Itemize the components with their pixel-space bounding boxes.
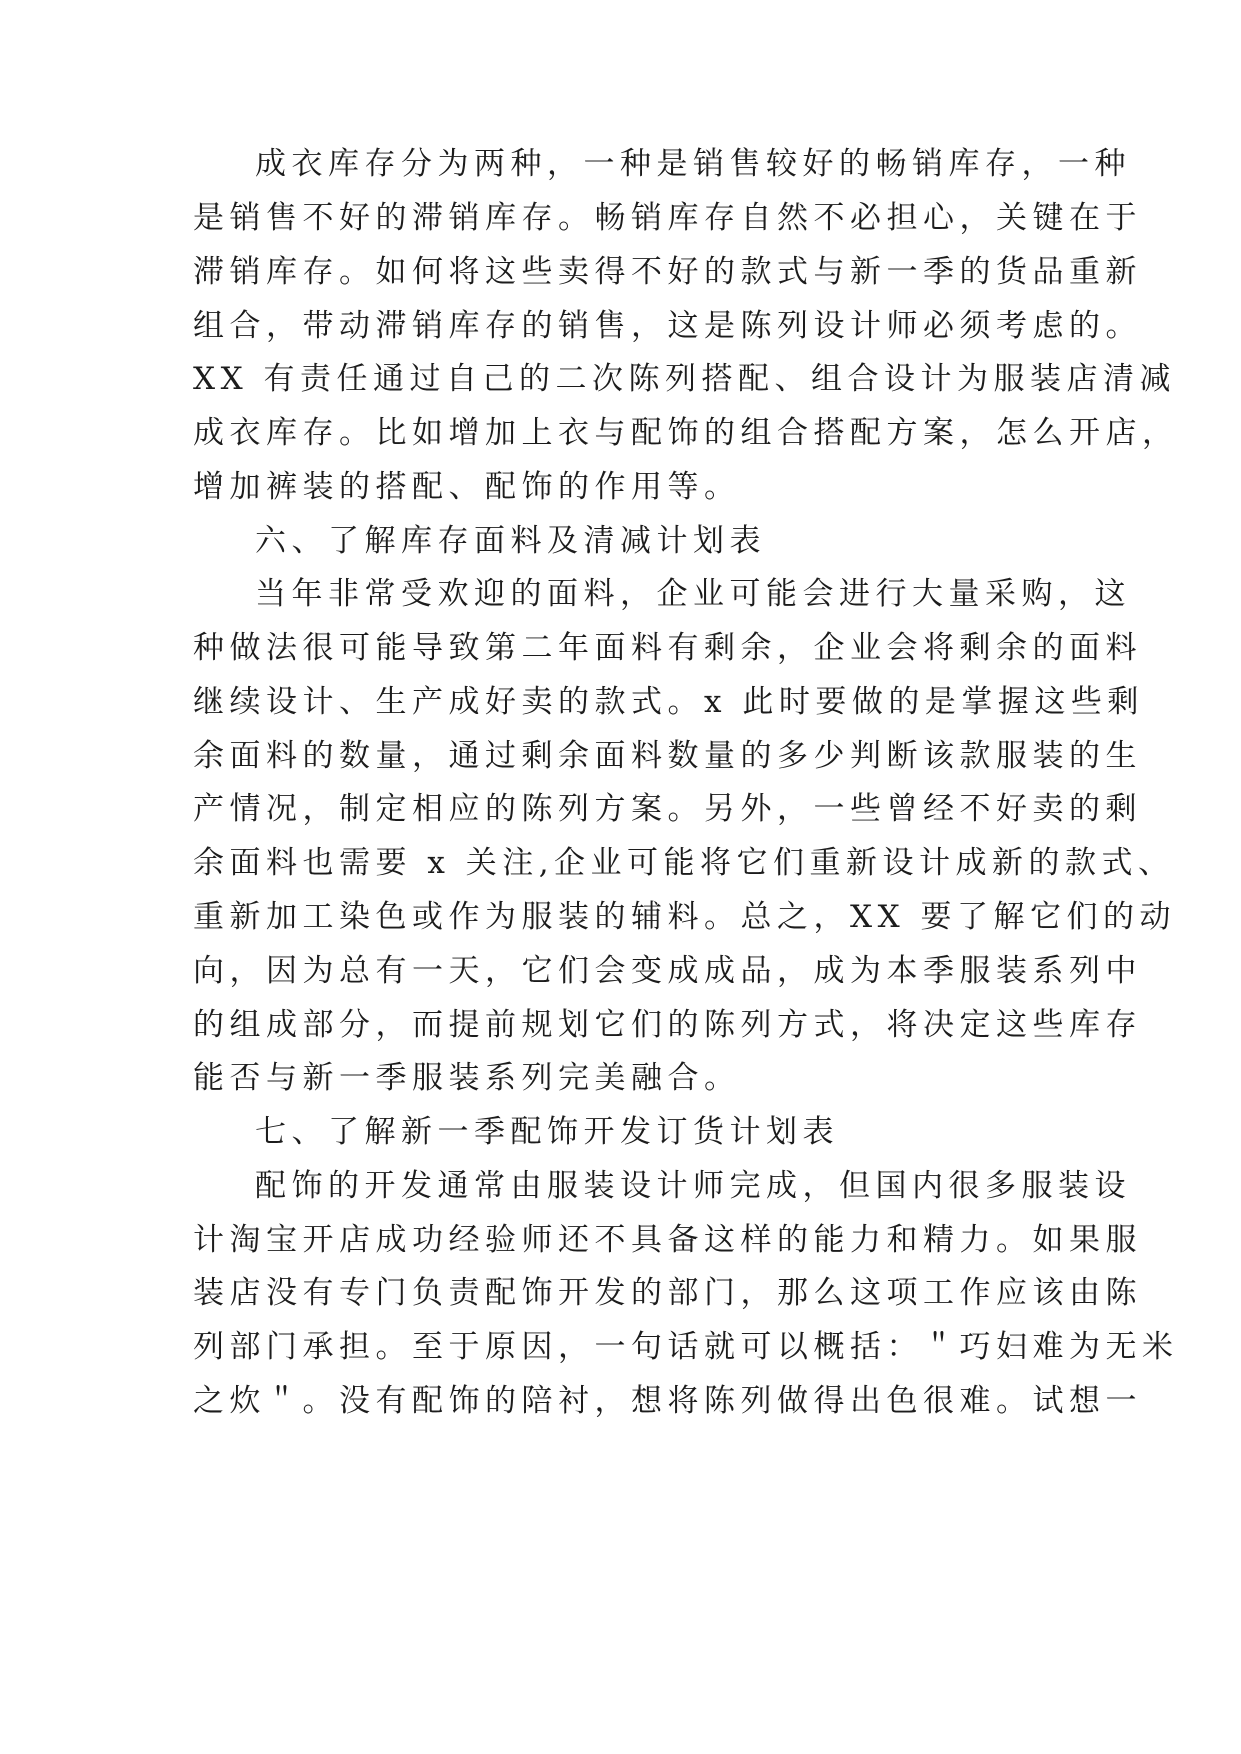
paragraph-line: 种做法很可能导致第二年面料有剩余，企业会将剩余的面料 [193,630,1142,666]
paragraph-line: 滞销库存。如何将这些卖得不好的款式与新一季的货品重新 [193,254,1142,290]
paragraph-line: 继续设计、生产成好卖的款式。x 此时要做的是掌握这些剩 [193,684,1144,720]
section-heading: 七、了解新一季配饰开发订货计划表 [255,1114,839,1150]
paragraph-line: 重新加工染色或作为服装的辅料。总之，XX 要了解它们的动 [193,899,1176,935]
paragraph-line: 能否与新一季服装系列完美融合。 [193,1060,741,1096]
paragraph-line: 向，因为总有一天，它们会变成成品，成为本季服装系列中 [193,953,1142,989]
paragraph-line: 余面料的数量，通过剩余面料数量的多少判断该款服装的生 [193,738,1142,774]
paragraph-line: 配饰的开发通常由服装设计师完成，但国内很多服装设 [255,1168,1131,1204]
paragraph-line: 成衣库存分为两种，一种是销售较好的畅销库存，一种 [255,146,1131,182]
paragraph-line: XX 有责任通过自己的二次陈列搭配、组合设计为服装店清减 [193,361,1176,397]
paragraph-line: 的组成部分，而提前规划它们的陈列方式，将决定这些库存 [193,1007,1142,1043]
paragraph-line: 产情况，制定相应的陈列方案。另外，一些曾经不好卖的剩 [193,791,1142,827]
paragraph-line: 余面料也需要 x 关注,企业可能将它们重新设计成新的款式、 [193,845,1175,881]
paragraph-line: 成衣库存。比如增加上衣与配饰的组合搭配方案，怎么开店， [193,415,1179,451]
paragraph-line: 之炊＂。没有配饰的陪衬，想将陈列做得出色很难。试想一 [193,1383,1142,1419]
paragraph-line: 当年非常受欢迎的面料，企业可能会进行大量采购，这 [255,576,1131,612]
paragraph-line: 计淘宝开店成功经验师还不具备这样的能力和精力。如果服 [193,1222,1142,1258]
paragraph-line: 增加裤装的搭配、配饰的作用等。 [193,469,741,505]
paragraph-line: 是销售不好的滞销库存。畅销库存自然不必担心，关键在于 [193,200,1142,236]
section-heading: 六、了解库存面料及清减计划表 [255,523,766,559]
paragraph-line: 列部门承担。至于原因，一句话就可以概括：＂巧妇难为无米 [193,1329,1179,1365]
paragraph-line: 装店没有专门负责配饰开发的部门，那么这项工作应该由陈 [193,1275,1142,1311]
paragraph-line: 组合，带动滞销库存的销售，这是陈列设计师必须考虑的。 [193,308,1142,344]
